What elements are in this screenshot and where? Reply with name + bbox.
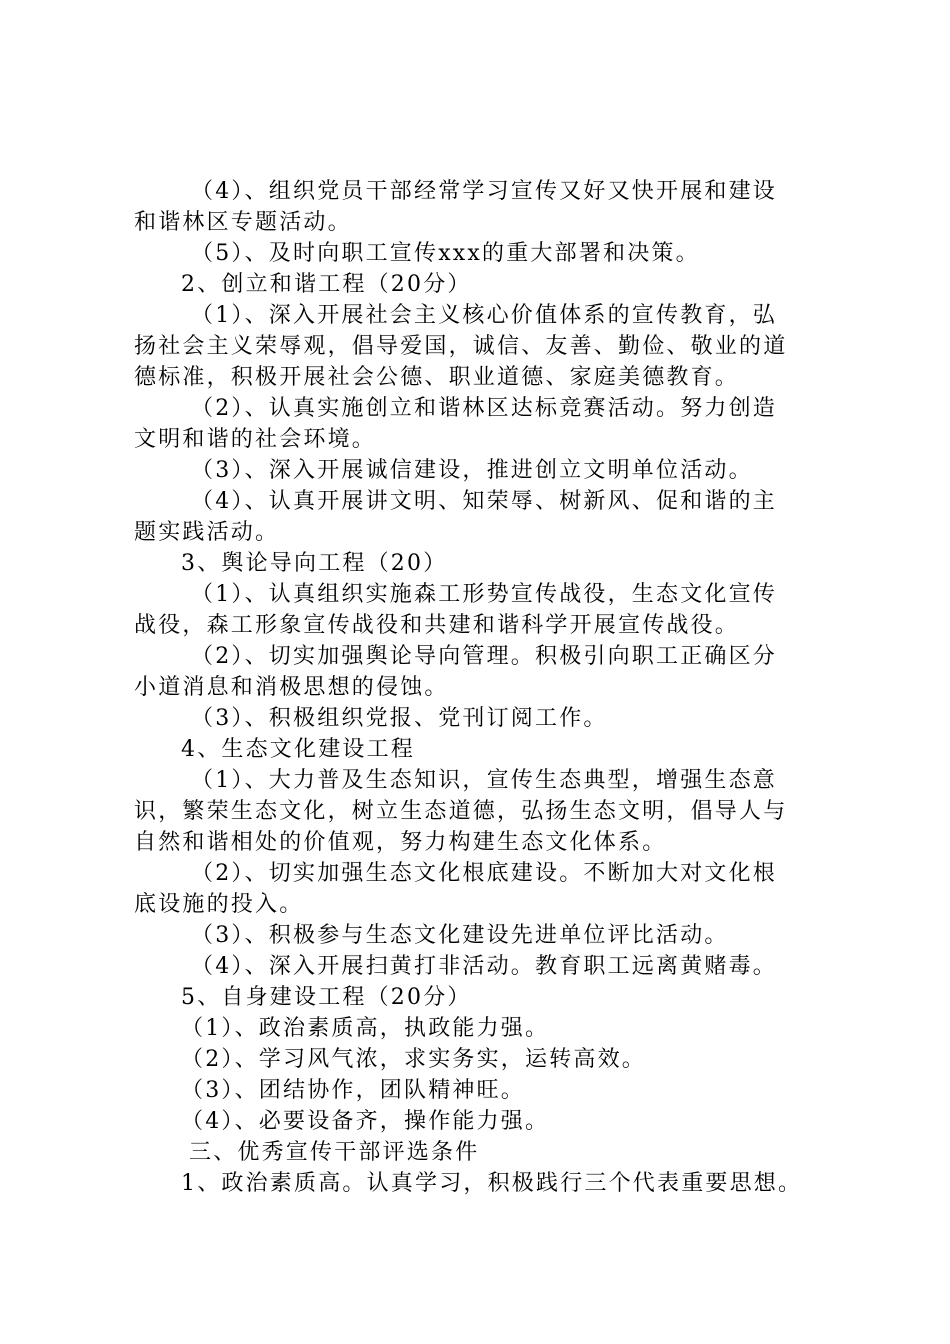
- text-line: 小道消息和消极思想的侵蚀。: [134, 675, 449, 700]
- text-line: （1）、政治素质高，执政能力强。: [181, 1016, 550, 1041]
- text-line: （1）、大力普及生态知识，宣传生态典型，增强生态意: [191, 768, 777, 793]
- text-line: 1、政治素质高。认真学习，积极践行三个代表重要思想。: [181, 1171, 803, 1196]
- text-line: （2）、切实加强生态文化根底建设。不断加大对文化根: [191, 861, 777, 886]
- text-line: （2）、学习风气浓，求实务实，运转高效。: [181, 1047, 646, 1072]
- text-line: （3）、积极组织党报、党刊订阅工作。: [191, 706, 608, 731]
- text-line: 2、创立和谐工程（20分）: [181, 272, 472, 297]
- text-line: 识，繁荣生态文化，树立生态道德，弘扬生态文明，倡导人与: [134, 799, 788, 824]
- text-line: 题实践活动。: [134, 520, 280, 545]
- text-line: 和谐林区专题活动。: [134, 210, 352, 235]
- text-line: （4）、必要设备齐，操作能力强。: [181, 1109, 550, 1134]
- text-line: （2）、切实加强舆论导向管理。积极引向职工正确区分: [191, 644, 777, 669]
- text-line: （2）、认真实施创立和谐林区达标竞赛活动。努力创造: [191, 396, 777, 421]
- text-line: 战役，森工形象宣传战役和共建和谐科学开展宣传战役。: [134, 613, 740, 638]
- text-line: （3）、积极参与生态文化建设先进单位评比活动。: [191, 923, 729, 948]
- text-line: 德标准，积极开展社会公德、职业道德、家庭美德教育。: [134, 365, 740, 390]
- text-line: 4、生态文化建设工程: [181, 737, 415, 762]
- text-line: （5）、及时向职工宣传xxx的重大部署和决策。: [191, 241, 700, 266]
- text-line: 扬社会主义荣辱观，倡导爱国，诚信、友善、勤俭、敬业的道: [134, 334, 788, 359]
- text-line: （1）、深入开展社会主义核心价值体系的宣传教育，弘: [191, 303, 777, 328]
- text-line: 三、优秀宣传干部评选条件: [189, 1140, 480, 1165]
- text-line: （4）、深入开展扫黄打非活动。教育职工远离黄赌毒。: [191, 954, 777, 979]
- text-line: （4）、认真开展讲文明、知荣辱、树新风、促和谐的主: [191, 489, 777, 514]
- document-body: [134, 176, 834, 1199]
- text-line: （1）、认真组织实施森工形势宣传战役，生态文化宣传: [191, 582, 777, 607]
- text-line: 5、自身建设工程（20分）: [181, 985, 472, 1010]
- text-line: 3、舆论导向工程（20）: [181, 551, 448, 576]
- text-line: （4）、组织党员干部经常学习宣传又好又快开展和建设: [191, 179, 777, 204]
- text-line: 自然和谐相处的价值观，努力构建生态文化体系。: [134, 830, 667, 855]
- text-line: 底设施的投入。: [134, 892, 304, 917]
- text-line: 文明和谐的社会环境。: [134, 427, 377, 452]
- text-line: （3）、团结协作，团队精神旺。: [181, 1078, 525, 1103]
- text-line: （3）、深入开展诚信建设，推进创立文明单位活动。: [191, 458, 753, 483]
